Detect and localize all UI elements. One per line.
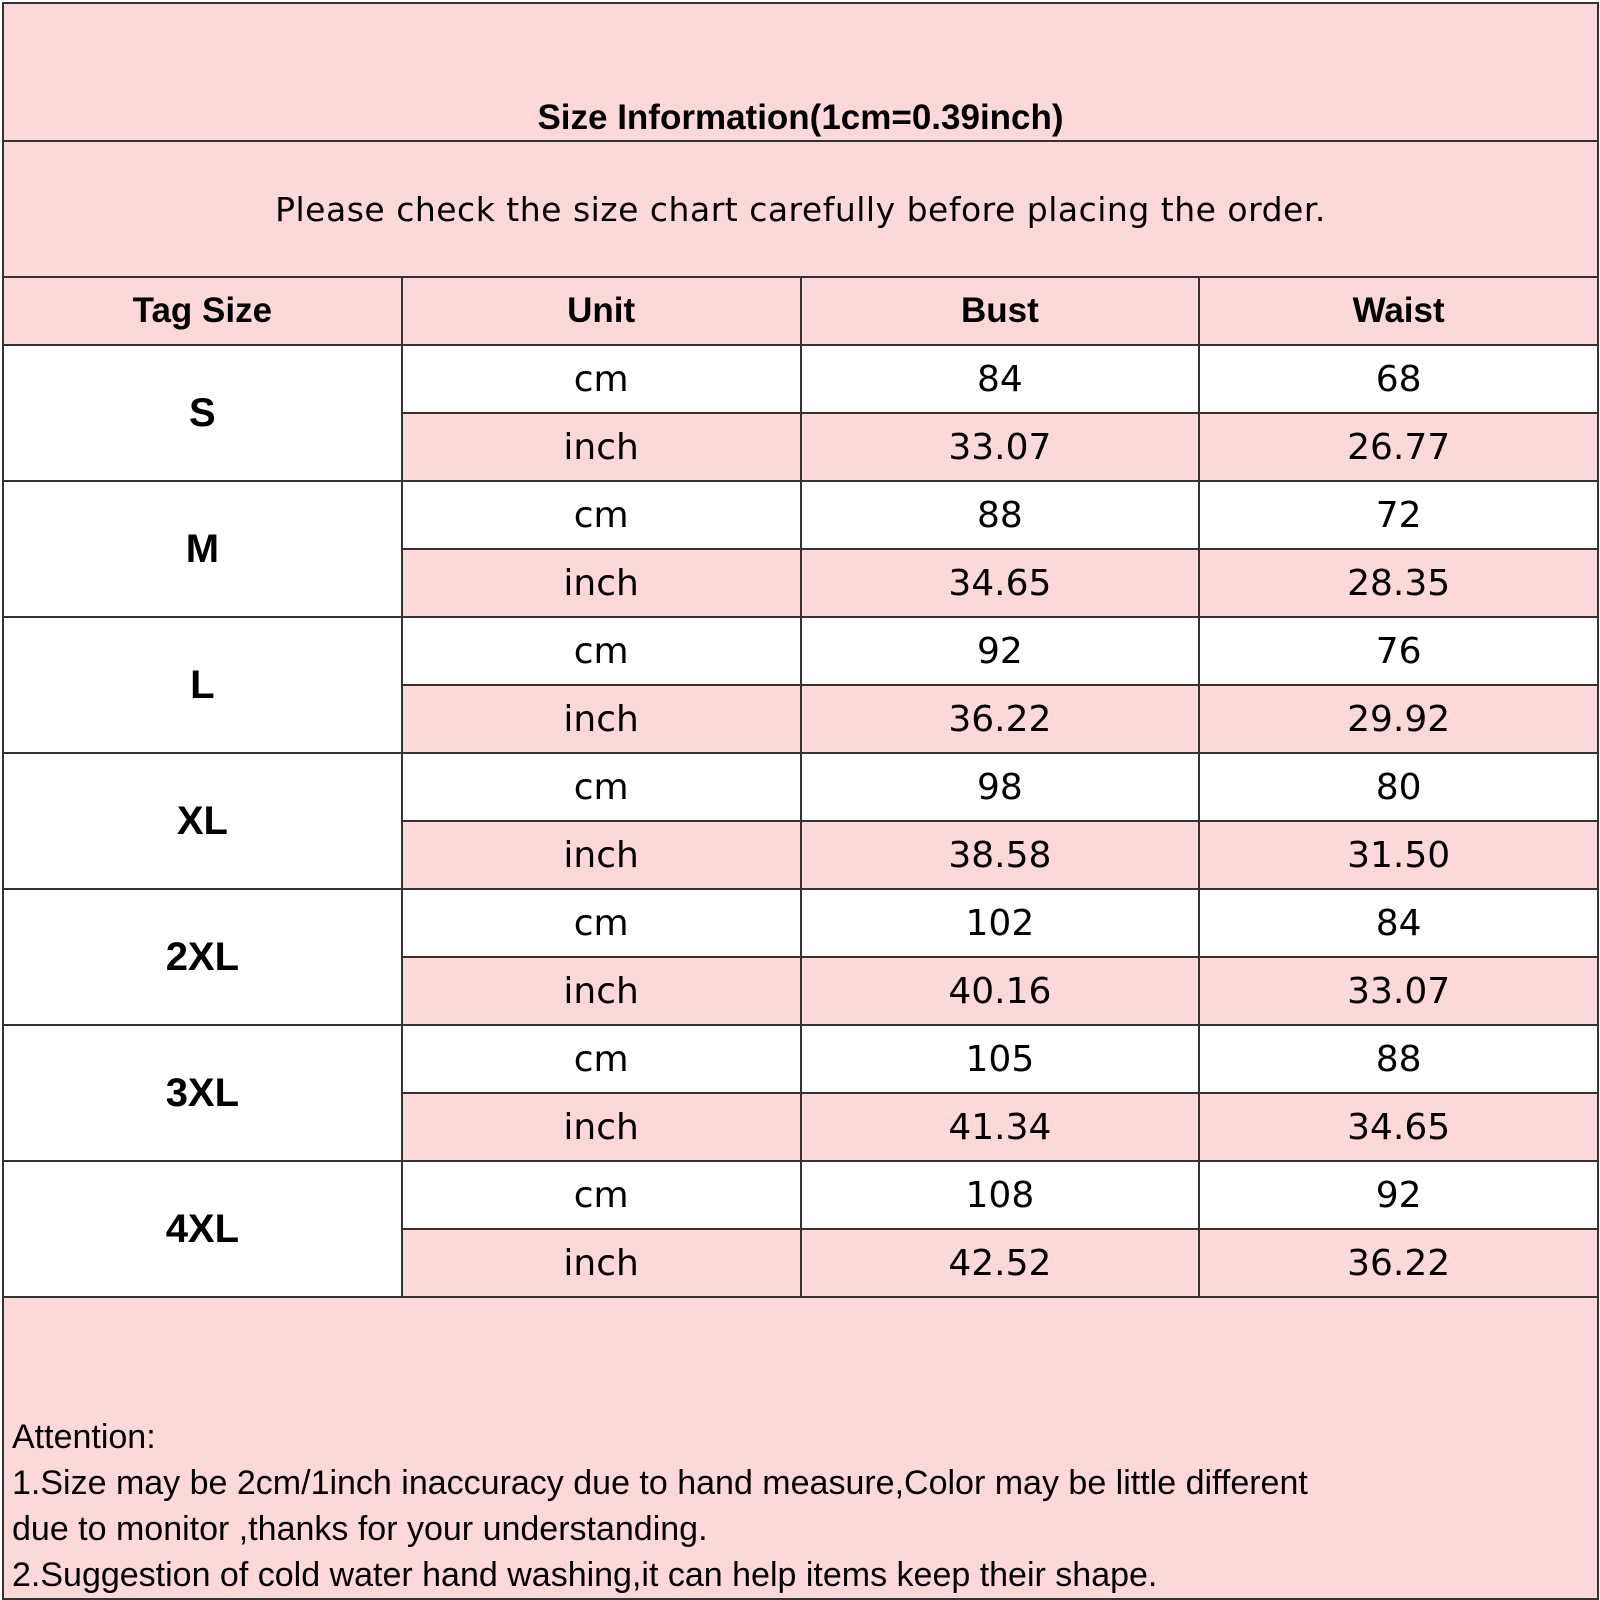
cm-waist-cell: 84 [1199,889,1598,957]
cm-waist-cell: 68 [1199,345,1598,413]
cm-bust-cell: 84 [801,345,1200,413]
table-row [3,1161,1598,1229]
cm-unit-cell: cm [402,1161,801,1229]
inch-unit-cell: inch [402,685,801,753]
inch-unit-cell: inch [402,957,801,1025]
attention-notes [3,1297,1598,1599]
table-row [3,1025,1598,1093]
attention-line-1: 1.Size may be 2cm/1inch inaccuracy due to hand measure,Color may be little different [12,1464,1308,1502]
inch-bust-cell: 33.07 [801,413,1200,481]
inch-waist-cell: 36.22 [1199,1229,1598,1297]
inch-bust-cell: 42.52 [801,1229,1200,1297]
inch-waist-cell: 29.92 [1199,685,1598,753]
size-table-body [3,3,1598,1599]
header-waist: Waist [1199,277,1598,345]
cm-bust-cell: 92 [801,617,1200,685]
cm-bust-cell: 102 [801,889,1200,957]
tag-size-cell: 3XL [3,1025,402,1161]
inch-bust-cell: 34.65 [801,549,1200,617]
cm-bust-cell: 98 [801,753,1200,821]
cm-bust-cell: 108 [801,1161,1200,1229]
attention-heading: Attention: [12,1418,156,1456]
inch-unit-cell: inch [402,1093,801,1161]
inch-waist-cell: 28.35 [1199,549,1598,617]
inch-unit-cell: inch [402,413,801,481]
cm-waist-cell: 76 [1199,617,1598,685]
header-tag-size: Tag Size [3,277,402,345]
header-bust: Bust [801,277,1200,345]
cm-waist-cell: 72 [1199,481,1598,549]
cm-waist-cell: 80 [1199,753,1598,821]
inch-waist-cell: 33.07 [1199,957,1598,1025]
attention-line-3: 2.Suggestion of cold water hand washing,it can help items keep their shape. [12,1556,1158,1594]
cm-unit-cell: cm [402,1025,801,1093]
size-table [2,2,1599,1600]
cm-bust-cell: 105 [801,1025,1200,1093]
table-row [3,345,1598,413]
cm-unit-cell: cm [402,345,801,413]
title-row [3,3,1598,141]
inch-bust-cell: 38.58 [801,821,1200,889]
inch-waist-cell: 31.50 [1199,821,1598,889]
header-row [3,277,1598,345]
cm-unit-cell: cm [402,481,801,549]
tag-size-cell: S [3,345,402,481]
table-row [3,889,1598,957]
inch-unit-cell: inch [402,1229,801,1297]
inch-waist-cell: 26.77 [1199,413,1598,481]
cm-unit-cell: cm [402,617,801,685]
table-row [3,753,1598,821]
inch-unit-cell: inch [402,821,801,889]
order-notice: Please check the size chart carefully before placing the order. [3,141,1598,277]
tag-size-cell: 4XL [3,1161,402,1297]
table-row [3,617,1598,685]
inch-waist-cell: 34.65 [1199,1093,1598,1161]
chart-title: Size Information(1cm=0.39inch) [3,3,1598,141]
inch-bust-cell: 40.16 [801,957,1200,1025]
cm-unit-cell: cm [402,889,801,957]
tag-size-cell: 2XL [3,889,402,1025]
notice-row [3,141,1598,277]
cm-waist-cell: 88 [1199,1025,1598,1093]
tag-size-cell: M [3,481,402,617]
cm-waist-cell: 92 [1199,1161,1598,1229]
cm-bust-cell: 88 [801,481,1200,549]
cm-unit-cell: cm [402,753,801,821]
header-unit: Unit [402,277,801,345]
inch-unit-cell: inch [402,549,801,617]
tag-size-cell: L [3,617,402,753]
tag-size-cell: XL [3,753,402,889]
attention-line-2: due to monitor ,thanks for your understanding. [12,1510,708,1548]
inch-bust-cell: 36.22 [801,685,1200,753]
table-row [3,481,1598,549]
inch-bust-cell: 41.34 [801,1093,1200,1161]
footer-row [3,1297,1598,1599]
